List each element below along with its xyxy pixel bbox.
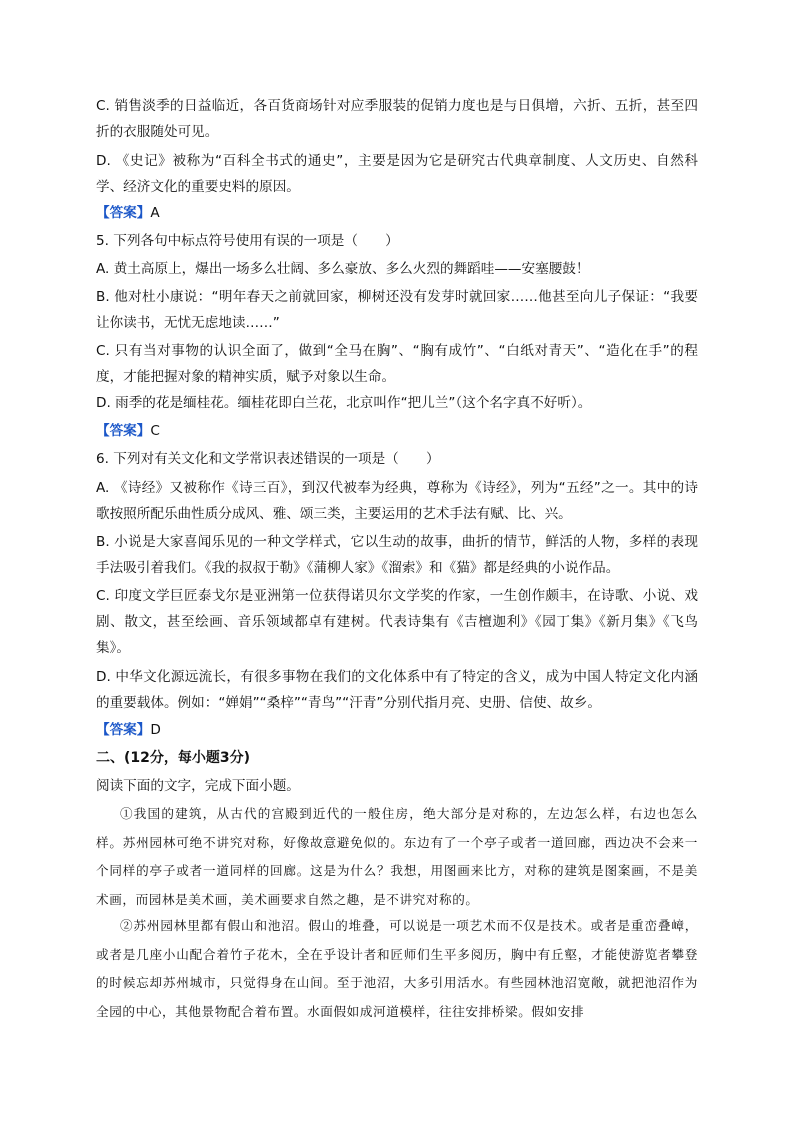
q4-option-c: C. 销售淡季的日益临近，各百货商场针对应季服装的促销力度也是与日俱增，六折、五折，甚至四折的衣服随处可见。: [96, 98, 698, 140]
q6-option-c: C. 印度文学巨匠泰戈尔是亚洲第一位获得诺贝尔文学奖的作家，一生创作颇丰，在诗歌、小说、戏剧、散文，甚至绘画、音乐领域都卓有建树。代表诗集有《吉檀迦利》《园丁集》《新月集》《飞鸟集》。: [96, 588, 698, 656]
q6-option-a: A. 《诗经》又被称作《诗三百》，到汉代被奉为经典，尊称为《诗经》，列为“五经”之一。其中的诗歌按照所配乐曲性质分成风、雅、颂三类，主要运用的艺术手法有赋、比、兴。: [96, 480, 698, 522]
answer-value: C: [150, 423, 160, 439]
q6-answer: [96, 720, 161, 740]
q6-option-b: B. 小说是大家喜闻乐见的一种文学样式，它以生动的故事，曲折的情节，鲜活的人物，多样的表现手法吸引着我们。《我的叔叔于勒》《蒲柳人家》《溜索》和《猫》都是经典的小说作品。: [96, 534, 698, 576]
answer-label: 【答案】: [96, 722, 151, 738]
q5-option-c: C. 只有当对事物的认识全面了，做到“全马在胸”、“胸有成竹”、“白纸对青天”、“造化在手”的程度，才能把握对象的精神实质，赋予对象以生命。: [96, 343, 698, 385]
answer-value: A: [150, 205, 160, 221]
q5-answer: [96, 421, 160, 441]
q5-option-b: B. 他对杜小康说：“明年春天之前就回家，柳树还没有发芽时就回家……他甚至向儿子保证：“我要让你读书，无忧无虑地读……”: [96, 289, 698, 331]
section-heading: 二、(12分，每小题3分): [96, 750, 251, 766]
passage-paragraph-2: ②苏州园林里都有假山和池沼。假山的堆叠，可以说是一项艺术而不仅是技术。或者是重峦叠嶂，或者是几座小山配合着竹子花木，全在乎设计者和匠师们生平多阅历，胸中有丘壑，才能使游览者攀登的时候忘却苏州城市，只觉得身在山间。至于池沼，大多引用活水。有些园林池沼宽敞，就把池沼作为全园的中心，其他景物配合着布置。水面假如成河道模样，往往安排桥梁。假如安排: [96, 918, 698, 1019]
answer-label: 【答案】: [96, 423, 151, 439]
q5-stem: 5. 下列各句中标点符号使用有误的一项是（ ）: [96, 233, 399, 249]
passage-paragraph-1: ①我国的建筑，从古代的宫殿到近代的一般住房，绝大部分是对称的，左边怎么样，右边也怎么样。苏州园林可绝不讲究对称，好像故意避免似的。东边有了一个亭子或者一道回廊，西边决不会来一个同样的亭子或者一道同样的回廊。这是为什么？我想，用图画来比方，对称的建筑是图案画，不是美术画，而园林是美术画，美术画要求自然之趣，是不讲究对称的。: [96, 806, 698, 907]
q4-answer: [96, 203, 160, 223]
q5-option-d: D. 雨季的花是缅桂花。缅桂花即白兰花，北京叫作“把儿兰”（这个名字真不好听）。: [96, 395, 592, 411]
answer-label: 【答案】: [96, 205, 151, 221]
answer-value: D: [150, 722, 161, 738]
q6-option-d: D. 中华文化源远流长，有很多事物在我们的文化体系中有了特定的含义，成为中国人特定文化内涵的重要载体。例如：“婵娟”“桑梓”“青鸟”“汗青”分别代指月亮、史册、信使、故乡。: [96, 669, 698, 711]
section-instruction: 阅读下面的文字，完成下面小题。: [96, 778, 300, 794]
q6-stem: 6. 下列对有关文化和文学常识表述错误的一项是（ ）: [96, 451, 440, 467]
q5-option-a: A. 黄土高原上，爆出一场多么壮阔、多么豪放、多么火烈的舞蹈哇——安塞腰鼓！: [96, 261, 590, 277]
q4-option-d: D. 《史记》被称为“百科全书式的通史”，主要是因为它是研究古代典章制度、人文历史、自然科学、经济文化的重要史料的原因。: [96, 153, 698, 195]
